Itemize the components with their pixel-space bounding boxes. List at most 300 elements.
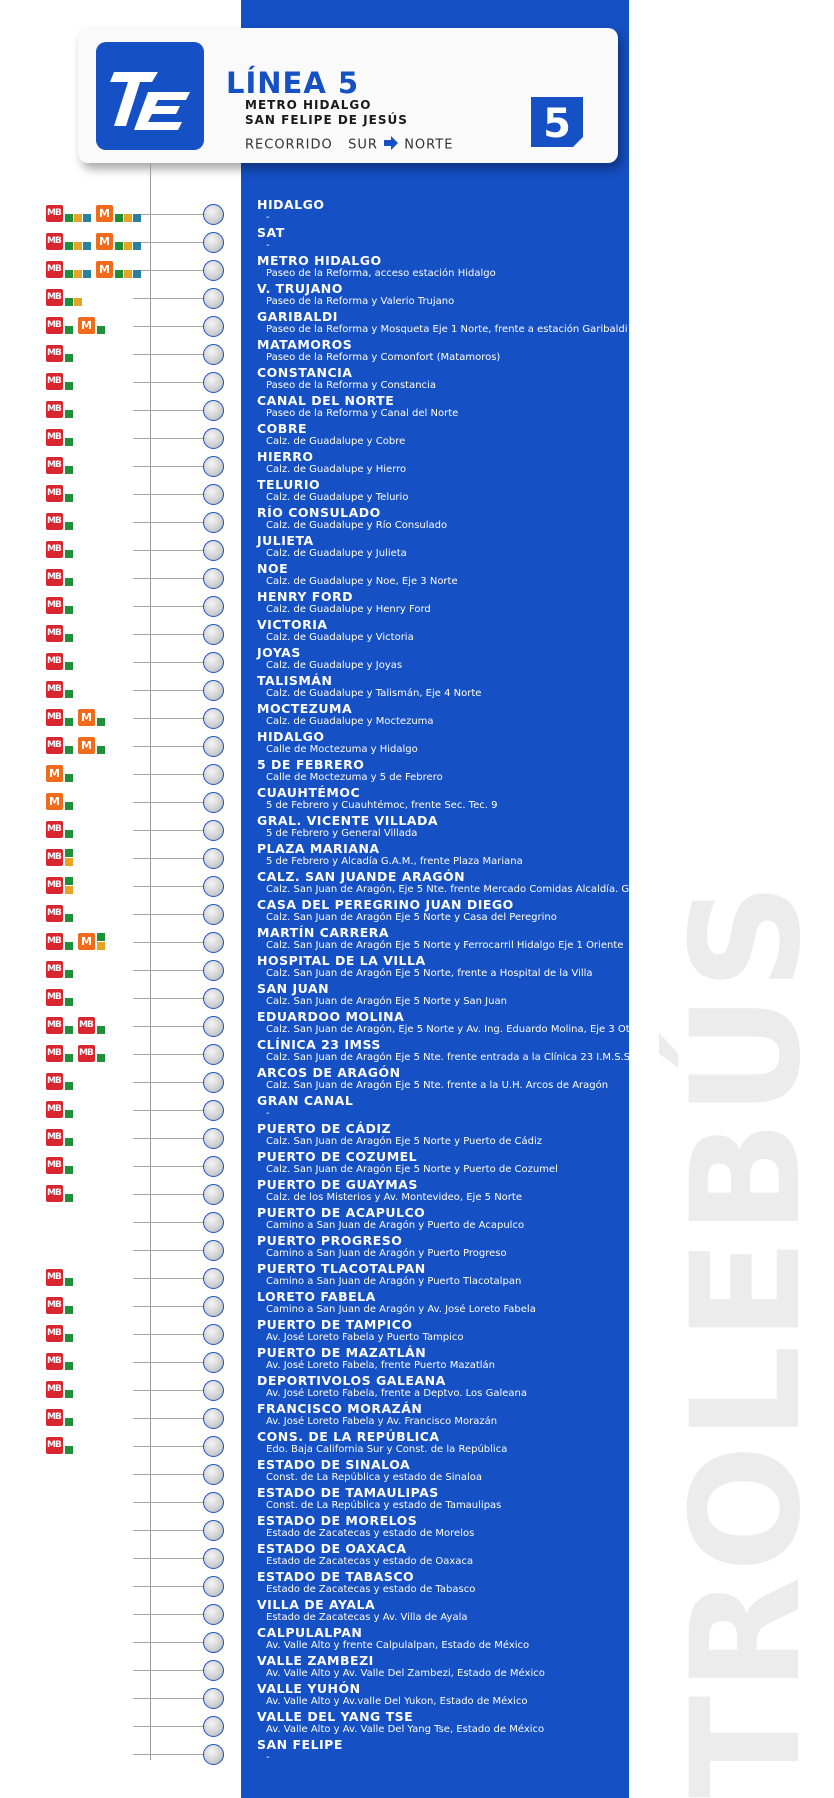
connection-square-icon: [65, 970, 73, 978]
stop-connector: [133, 886, 204, 887]
metrobus-icon: [78, 1045, 95, 1062]
stop-connector: [133, 1278, 204, 1279]
stop-row: [0, 1233, 800, 1264]
stop-node-icon[interactable]: [203, 1660, 224, 1681]
stop-row: [0, 1373, 800, 1404]
stop-row: [0, 1149, 800, 1180]
stop-description: -: [266, 212, 270, 223]
metrobus-icon: [46, 289, 63, 306]
stop-description: Av. Valle Alto y frente Calpulalpan, Estado de México: [266, 1640, 530, 1651]
stop-node-icon[interactable]: [203, 1212, 224, 1233]
stop-name: MARTÍN CARRERA: [257, 925, 390, 940]
connection-square-icon: [65, 1334, 73, 1342]
stop-node-icon[interactable]: [203, 484, 224, 505]
stop-node-icon[interactable]: [203, 960, 224, 981]
stop-connector: [133, 1418, 204, 1419]
stop-name: METRO HIDALGO: [257, 253, 382, 268]
stop-description: Edo. Baja California Sur y Const. de la República: [266, 1444, 508, 1455]
metrobus-icon: [46, 961, 63, 978]
connection-square-icon: [124, 242, 132, 250]
stop-node-icon[interactable]: [203, 1128, 224, 1149]
stop-node-icon[interactable]: [203, 372, 224, 393]
stop-node-icon[interactable]: [203, 1324, 224, 1345]
stop-row: [0, 365, 800, 396]
stop-node-icon[interactable]: [203, 1352, 224, 1373]
stop-description: Camino a San Juan de Aragón y Puerto de Acapulco: [266, 1220, 525, 1231]
stop-name: HENRY FORD: [257, 589, 353, 604]
stop-description: Camino a San Juan de Aragón y Puerto Tlacotalpan: [266, 1276, 522, 1287]
metrobus-icon: [46, 1129, 63, 1146]
stop-node-icon[interactable]: [203, 1016, 224, 1037]
connection-square-icon: [65, 242, 73, 250]
stop-connector: [133, 1474, 204, 1475]
stop-connector: [133, 634, 204, 635]
stop-node-icon[interactable]: [203, 400, 224, 421]
stop-connector: [133, 998, 204, 999]
connection-square-icon: [65, 1306, 73, 1314]
stop-description: Calz. de los Misterios y Av. Montevideo, Eje 5 Norte: [266, 1192, 522, 1203]
connection-square-icon: [65, 578, 73, 586]
stop-node-icon[interactable]: [203, 820, 224, 841]
metrobus-icon: [46, 1269, 63, 1286]
stop-row: [0, 785, 800, 816]
metro-icon: [78, 933, 95, 950]
connection-square-icon: [124, 270, 132, 278]
stop-description: 5 de Febrero y Cuauhtémoc, frente Sec. Tec. 9: [266, 800, 498, 811]
stop-connector: [133, 1026, 204, 1027]
metrobus-icon: [46, 1017, 63, 1034]
metrobus-icon: [46, 317, 63, 334]
stop-name: CONSTANCIA: [257, 365, 353, 380]
stop-node-icon[interactable]: [203, 1548, 224, 1569]
metrobus-icon: [46, 1101, 63, 1118]
stop-name: DEPORTIVOLOS GALEANA: [257, 1373, 446, 1388]
stop-row: [0, 1289, 800, 1320]
stop-node-icon[interactable]: [203, 792, 224, 813]
metrobus-icon: [78, 1017, 95, 1034]
connection-square-icon: [65, 849, 73, 857]
stop-description: Calz. de Guadalupe y Noe, Eje 3 Norte: [266, 576, 458, 587]
metrobus-icon: [46, 1409, 63, 1426]
stop-node-icon[interactable]: [203, 1436, 224, 1457]
stop-connector: [133, 522, 204, 523]
stop-row: [0, 337, 800, 368]
stop-node-icon[interactable]: [203, 428, 224, 449]
stop-row: [0, 925, 800, 956]
stop-connector: [133, 1222, 204, 1223]
stop-row: [0, 1681, 800, 1712]
stop-node-icon[interactable]: [203, 1156, 224, 1177]
connection-square-icon: [65, 1054, 73, 1062]
stop-connector: [133, 830, 204, 831]
stop-row: [0, 281, 800, 312]
stop-name: ARCOS DE ARAGÓN: [257, 1065, 401, 1080]
stop-description: Paseo de la Reforma, acceso estación Hidalgo: [266, 268, 496, 279]
stop-description: -: [266, 240, 270, 251]
stop-name: ESTADO DE TABASCO: [257, 1569, 415, 1584]
connection-square-icon: [83, 214, 91, 222]
stop-connector: [133, 1054, 204, 1055]
stop-description: Av. José Loreto Fabela, frente a Deptvo. Los Galeana: [266, 1388, 527, 1399]
stop-connector: [133, 214, 204, 215]
connection-square-icon: [65, 1166, 73, 1174]
stop-connector: [133, 662, 204, 663]
stop-node-icon[interactable]: [203, 568, 224, 589]
connection-square-icon: [65, 1278, 73, 1286]
stop-name: PUERTO DE ACAPULCO: [257, 1205, 426, 1220]
stop-row: [0, 561, 800, 592]
stop-name: CALZ. SAN JUANDE ARAGÓN: [257, 869, 466, 884]
stop-name: ESTADO DE SINALOA: [257, 1457, 411, 1472]
connection-square-icon: [65, 1194, 73, 1202]
stop-node-icon[interactable]: [203, 260, 224, 281]
stop-node-icon[interactable]: [203, 1240, 224, 1261]
connection-square-icon: [65, 1082, 73, 1090]
stop-name: PUERTO TLACOTALPAN: [257, 1261, 426, 1276]
trolebus-logo: [96, 42, 204, 150]
stop-description: Calz. de Guadalupe y Hierro: [266, 464, 407, 475]
stop-connector: [133, 802, 204, 803]
metrobus-icon: [46, 709, 63, 726]
metrobus-icon: [46, 821, 63, 838]
connection-square-icon: [65, 1362, 73, 1370]
stop-row: [0, 1009, 800, 1040]
route-direction: [245, 135, 453, 155]
stop-node-icon[interactable]: [203, 680, 224, 701]
stop-connector: [133, 1754, 204, 1755]
stop-node-icon[interactable]: [203, 232, 224, 253]
metrobus-icon: [46, 1073, 63, 1090]
route-origin: METRO HIDALGO: [245, 98, 372, 112]
stop-name: PUERTO DE CÁDIZ: [257, 1121, 392, 1136]
stop-connector: [133, 1726, 204, 1727]
stop-connector: [133, 242, 204, 243]
arrow-right-icon: [383, 135, 399, 155]
stop-node-icon[interactable]: [203, 1408, 224, 1429]
metro-icon: [78, 317, 95, 334]
stop-node-icon[interactable]: [203, 1576, 224, 1597]
stop-description: Camino a San Juan de Aragón y Puerto Progreso: [266, 1248, 507, 1259]
metrobus-icon: [46, 1381, 63, 1398]
stop-row: [0, 253, 800, 284]
stop-name: GRAL. VICENTE VILLADA: [257, 813, 439, 828]
connection-square-icon: [65, 1138, 73, 1146]
stop-row: [0, 981, 800, 1012]
stop-node-icon[interactable]: [203, 1716, 224, 1737]
stop-connector: [133, 1502, 204, 1503]
stop-connector: [133, 326, 204, 327]
metrobus-icon: [46, 653, 63, 670]
connection-square-icon: [83, 270, 91, 278]
stop-node-icon[interactable]: [203, 1744, 224, 1765]
stop-connector: [133, 1586, 204, 1587]
stop-row: [0, 1625, 800, 1656]
connection-square-icon: [65, 746, 73, 754]
connection-square-icon: [83, 242, 91, 250]
stop-connector: [133, 1138, 204, 1139]
connection-square-icon: [65, 914, 73, 922]
stop-node-icon[interactable]: [203, 344, 224, 365]
connection-square-icon: [97, 933, 105, 941]
metrobus-icon: [46, 933, 63, 950]
stop-node-icon[interactable]: [203, 624, 224, 645]
stop-node-icon[interactable]: [203, 1632, 224, 1653]
stop-node-icon[interactable]: [203, 876, 224, 897]
connection-square-icon: [65, 634, 73, 642]
stop-node-icon[interactable]: [203, 288, 224, 309]
stop-name: GARIBALDI: [257, 309, 338, 324]
stop-description: Calz. de Guadalupe y Río Consulado: [266, 520, 448, 531]
stop-name: CANAL DEL NORTE: [257, 393, 395, 408]
stop-row: [0, 1597, 800, 1628]
stop-name: SAN FELIPE: [257, 1737, 343, 1752]
stop-connector: [133, 1698, 204, 1699]
stop-node-icon[interactable]: [203, 1464, 224, 1485]
metrobus-icon: [46, 1157, 63, 1174]
stop-row: [0, 673, 800, 704]
stop-connector: [133, 1250, 204, 1251]
stop-node-icon[interactable]: [203, 1044, 224, 1065]
stop-name: PUERTO DE GUAYMAS: [257, 1177, 418, 1192]
stop-row: [0, 505, 800, 536]
connection-square-icon: [115, 242, 123, 250]
stop-row: [0, 225, 800, 256]
stop-description: Estado de Zacatecas y estado de Morelos: [266, 1528, 475, 1539]
stop-node-icon[interactable]: [203, 848, 224, 869]
stop-row: [0, 869, 800, 900]
stop-row: [0, 953, 800, 984]
stop-connector: [133, 354, 204, 355]
stop-name: VALLE DEL YANG TSE: [257, 1709, 414, 1724]
connection-square-icon: [65, 1418, 73, 1426]
stop-description: Calz. San Juan de Aragón Eje 5 Norte y Puerto de Cozumel: [266, 1164, 558, 1175]
stop-description: Calz. San Juan de Aragón Eje 5 Norte, frente a Hospital de la Villa: [266, 968, 593, 979]
metrobus-icon: [46, 737, 63, 754]
stop-description: Calz. San Juan de Aragón Eje 5 Norte y Casa del Peregrino: [266, 912, 557, 923]
connection-square-icon: [65, 1026, 73, 1034]
stop-name: NOE: [257, 561, 289, 576]
stop-name: EDUARDOO MOLINA: [257, 1009, 405, 1024]
stop-name: COBRE: [257, 421, 307, 436]
stop-row: [0, 533, 800, 564]
stop-connector: [133, 1558, 204, 1559]
connection-square-icon: [65, 1110, 73, 1118]
stop-node-icon[interactable]: [203, 932, 224, 953]
stop-connector: [133, 1670, 204, 1671]
stop-row: [0, 729, 800, 760]
stop-node-icon[interactable]: [203, 512, 224, 533]
metrobus-icon: [46, 345, 63, 362]
stop-node-icon[interactable]: [203, 1520, 224, 1541]
metrobus-icon: [46, 849, 63, 866]
metrobus-icon: [46, 597, 63, 614]
stop-row: [0, 1261, 800, 1292]
connection-square-icon: [74, 242, 82, 250]
metrobus-icon: [46, 541, 63, 558]
stop-name: ESTADO DE TAMAULIPAS: [257, 1485, 439, 1500]
stop-node-icon[interactable]: [203, 596, 224, 617]
stop-row: [0, 701, 800, 732]
stop-node-icon[interactable]: [203, 1604, 224, 1625]
metrobus-icon: [46, 1325, 63, 1342]
stop-name: PUERTO DE COZUMEL: [257, 1149, 418, 1164]
stop-name: TELURIO: [257, 477, 321, 492]
metrobus-icon: [46, 905, 63, 922]
stop-node-icon[interactable]: [203, 1072, 224, 1093]
metro-icon: [78, 737, 95, 754]
stop-connector: [133, 494, 204, 495]
stop-name: VICTORIA: [257, 617, 328, 632]
stop-node-icon[interactable]: [203, 736, 224, 757]
stop-description: Calz. de Guadalupe y Victoria: [266, 632, 414, 643]
stop-connector: [133, 774, 204, 775]
connection-square-icon: [124, 214, 132, 222]
stop-name: PUERTO DE TAMPICO: [257, 1317, 413, 1332]
line-title: LÍNEA 5: [226, 66, 360, 100]
stop-description: Av. Valle Alto y Av. Valle Del Zambezi, Estado de México: [266, 1668, 545, 1679]
connection-square-icon: [74, 214, 82, 222]
stop-connector: [133, 1334, 204, 1335]
stop-connector: [133, 1082, 204, 1083]
metrobus-icon: [46, 1297, 63, 1314]
stop-name: SAN JUAN: [257, 981, 330, 996]
stop-name: CONS. DE LA REPÚBLICA: [257, 1429, 440, 1444]
stop-name: MATAMOROS: [257, 337, 353, 352]
connection-square-icon: [133, 214, 141, 222]
connection-square-icon: [97, 746, 105, 754]
route-from: SUR: [348, 137, 378, 153]
stop-connector: [133, 578, 204, 579]
stop-description: Calle de Moctezuma y 5 de Febrero: [266, 772, 443, 783]
stop-name: JOYAS: [257, 645, 301, 660]
metrobus-icon: [46, 429, 63, 446]
stop-description: Calz. de Guadalupe y Telurio: [266, 492, 409, 503]
metro-icon: [96, 261, 113, 278]
stop-row: [0, 477, 800, 508]
route-to: NORTE: [404, 137, 454, 153]
stop-row: [0, 1345, 800, 1376]
stop-connector: [133, 746, 204, 747]
route-label: RECORRIDO: [245, 137, 333, 153]
stop-row: [0, 197, 800, 228]
stop-row: [0, 1205, 800, 1236]
stop-description: Calz. San Juan de Aragón Eje 5 Norte y Ferrocarril Hidalgo Eje 1 Oriente: [266, 940, 624, 951]
connection-square-icon: [65, 1446, 73, 1454]
connection-square-icon: [65, 606, 73, 614]
stop-connector: [133, 466, 204, 467]
connection-square-icon: [65, 550, 73, 558]
connection-square-icon: [65, 298, 73, 306]
connection-square-icon: [65, 214, 73, 222]
stop-name: HIDALGO: [257, 729, 325, 744]
stop-row: [0, 1513, 800, 1544]
metrobus-icon: [46, 681, 63, 698]
stop-row: [0, 421, 800, 452]
stop-row: [0, 757, 800, 788]
stop-name: CLÍNICA 23 IMSS: [257, 1037, 381, 1052]
stop-connector: [133, 690, 204, 691]
stop-row: [0, 1709, 800, 1740]
stop-description: Paseo de la Reforma y Mosqueta Eje 1 Norte, frente a estación Garibaldi: [266, 324, 628, 335]
stop-name: SAT: [257, 225, 285, 240]
stop-row: [0, 1037, 800, 1068]
stop-connector: [133, 1642, 204, 1643]
stop-description: Paseo de la Reforma y Constancia: [266, 380, 436, 391]
connection-square-icon: [65, 802, 73, 810]
stop-node-icon[interactable]: [203, 652, 224, 673]
stop-node-icon[interactable]: [203, 988, 224, 1009]
stop-node-icon[interactable]: [203, 1184, 224, 1205]
connection-square-icon: [65, 942, 73, 950]
stop-node-icon[interactable]: [203, 1296, 224, 1317]
route-destination: SAN FELIPE DE JESÚS: [245, 113, 408, 127]
stop-description: Calz. San Juan de Aragón, Eje 5 Nte. frente Mercado Comidas Alcaldía. GAM: [266, 884, 645, 895]
stop-node-icon[interactable]: [203, 904, 224, 925]
stop-name: VILLA DE AYALA: [257, 1597, 376, 1612]
stop-node-icon[interactable]: [203, 456, 224, 477]
connection-square-icon: [65, 830, 73, 838]
stop-connector: [133, 942, 204, 943]
stop-name: 5 DE FEBRERO: [257, 757, 365, 772]
metrobus-icon: [46, 569, 63, 586]
stop-description: Calle de Moctezuma y Hidalgo: [266, 744, 418, 755]
stop-row: [0, 1541, 800, 1572]
stop-name: JULIETA: [257, 533, 314, 548]
metro-icon: [78, 709, 95, 726]
connection-square-icon: [74, 298, 82, 306]
connection-square-icon: [115, 270, 123, 278]
stop-name: PUERTO DE MAZATLÁN: [257, 1345, 427, 1360]
connection-square-icon: [133, 270, 141, 278]
stop-connector: [133, 914, 204, 915]
metrobus-icon: [46, 373, 63, 390]
connection-square-icon: [65, 998, 73, 1006]
stop-connector: [133, 382, 204, 383]
metrobus-icon: [46, 1353, 63, 1370]
stop-node-icon[interactable]: [203, 1100, 224, 1121]
stop-description: Estado de Zacatecas y estado de Tabasco: [266, 1584, 476, 1595]
stop-name: GRAN CANAL: [257, 1093, 354, 1108]
stop-row: [0, 1429, 800, 1460]
connection-square-icon: [65, 662, 73, 670]
stop-node-icon[interactable]: [203, 540, 224, 561]
stop-connector: [133, 1166, 204, 1167]
stop-connector: [133, 718, 204, 719]
stop-connector: [133, 1614, 204, 1615]
stop-connector: [133, 298, 204, 299]
stop-node-icon[interactable]: [203, 1492, 224, 1513]
connection-square-icon: [74, 270, 82, 278]
stop-node-icon[interactable]: [203, 1380, 224, 1401]
stop-name: HIDALGO: [257, 197, 325, 212]
stop-node-icon[interactable]: [203, 764, 224, 785]
stop-node-icon[interactable]: [203, 1268, 224, 1289]
stop-row: [0, 1093, 800, 1124]
connection-square-icon: [65, 354, 73, 362]
stop-node-icon[interactable]: [203, 1688, 224, 1709]
stop-description: Calz. de Guadalupe y Julieta: [266, 548, 407, 559]
stop-node-icon[interactable]: [203, 708, 224, 729]
stop-node-icon[interactable]: [203, 316, 224, 337]
stop-description: Calz. de Guadalupe y Cobre: [266, 436, 406, 447]
stop-description: 5 de Febrero y General Villada: [266, 828, 418, 839]
stop-row: [0, 1569, 800, 1600]
stop-name: CALPULALPAN: [257, 1625, 363, 1640]
stop-row: [0, 1401, 800, 1432]
stop-node-icon[interactable]: [203, 204, 224, 225]
stop-description: Camino a San Juan de Aragón y Av. José Loreto Fabela: [266, 1304, 536, 1315]
stop-description: Calz. San Juan de Aragón Eje 5 Norte y Puerto de Cádiz: [266, 1136, 543, 1147]
